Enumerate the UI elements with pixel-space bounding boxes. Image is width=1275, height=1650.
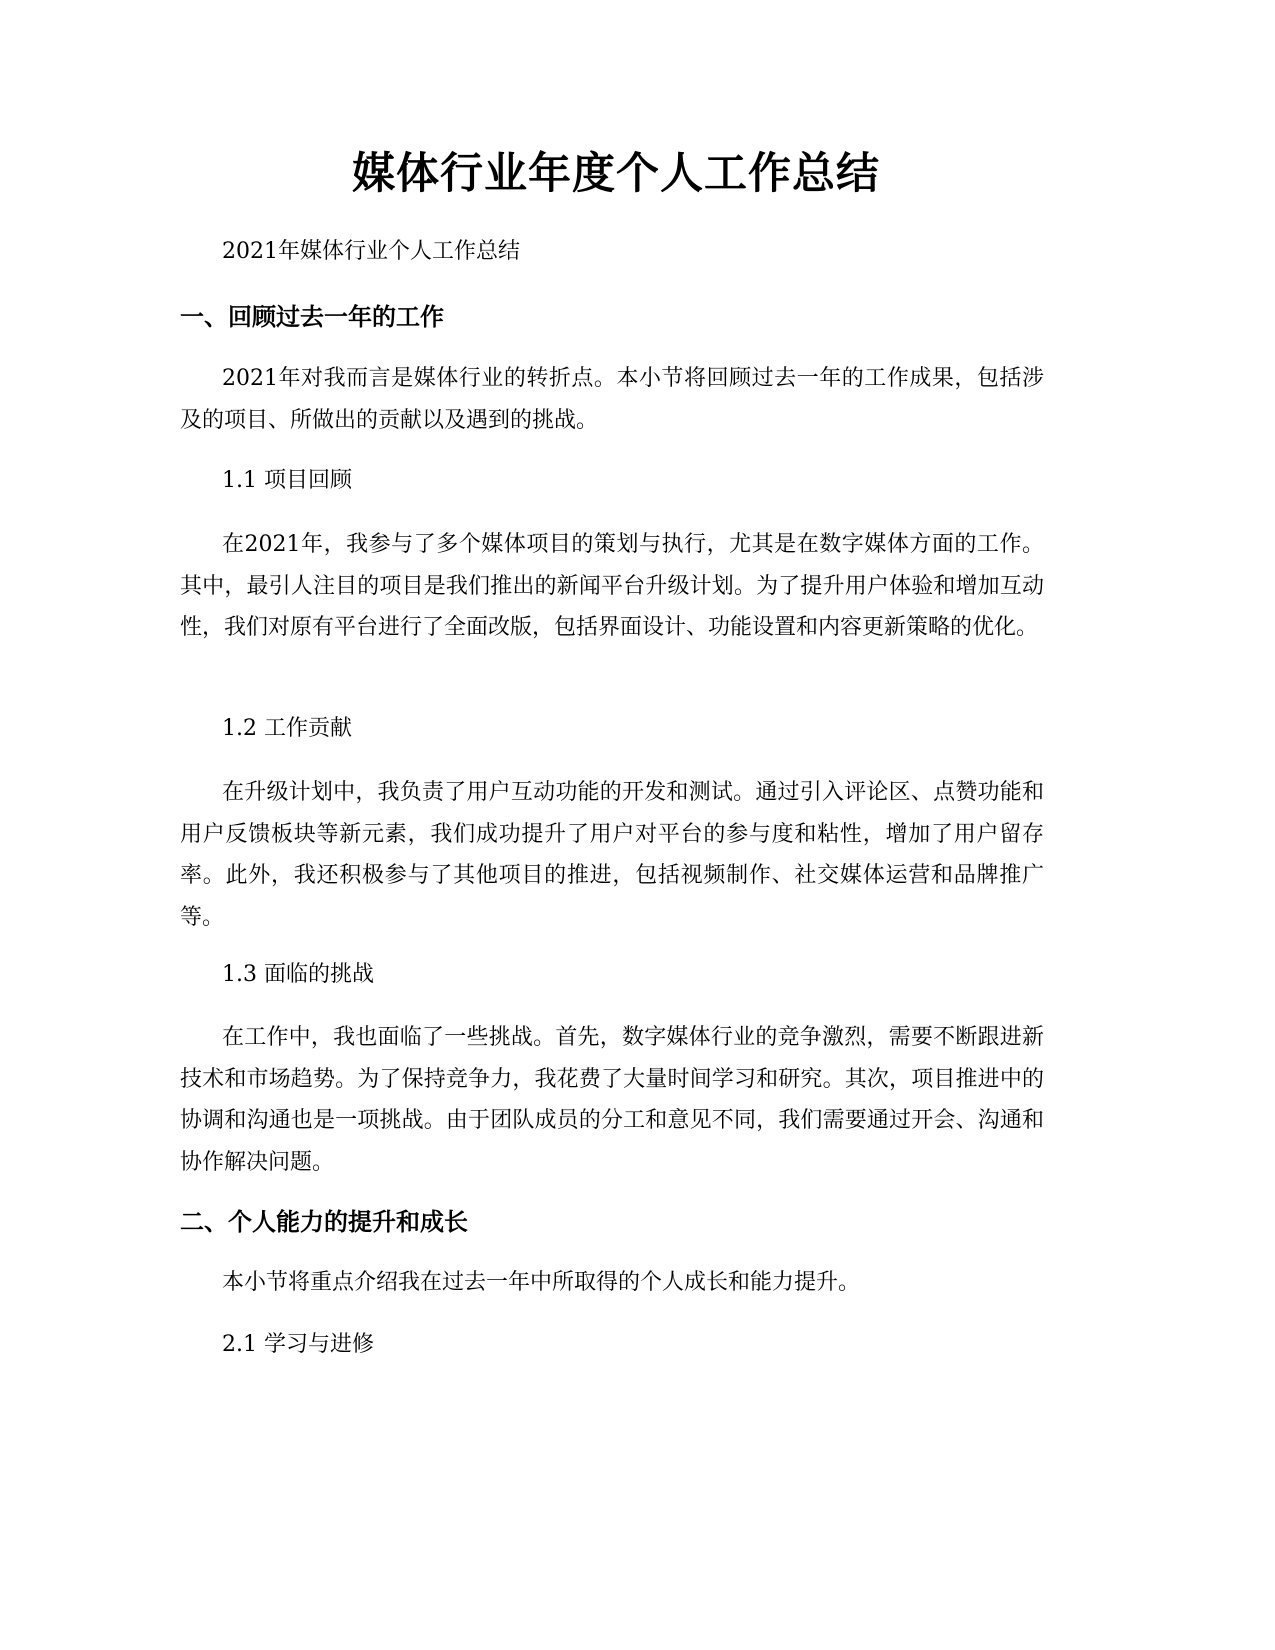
subsection-title-1-1: 1.1 项目回顾 xyxy=(222,468,352,493)
section-heading-2: 二、个人能力的提升和成长 xyxy=(180,1208,468,1236)
document-title: 媒体行业年度个人工作总结 xyxy=(352,149,880,199)
subsection-text-1-1: 在2021年，我参与了多个媒体项目的策划与执行，尤其是在数字媒体方面的工作。其中，最引人注目的项目是我们推出的新闻平台升级计划。为了提升用户体验和增加互动性，我们对原有平台进行了全面改版，包括界面设计、功能设置和内容更新策略的优化。 xyxy=(180,532,1044,640)
subsection-title-2-1: 2.1 学习与进修 xyxy=(222,1332,374,1357)
subsection-title-1-2: 1.2 工作贡献 xyxy=(222,716,352,741)
section-1-intro: 2021年对我而言是媒体行业的转折点。本小节将回顾过去一年的工作成果，包括涉及的项目、所做出的贡献以及遇到的挑战。 xyxy=(180,366,1044,433)
subsection-text-1-3: 在工作中，我也面临了一些挑战。首先，数字媒体行业的竞争激烈，需要不断跟进新技术和市场趋势。为了保持竞争力，我花费了大量时间学习和研究。其次，项目推进中的协调和沟通也是一项挑战。由于团队成员的分工和意见不同，我们需要通过开会、沟通和协作解决问题。 xyxy=(180,1025,1044,1175)
subsection-title-1-3: 1.3 面临的挑战 xyxy=(222,962,374,987)
subsection-text-1-2: 在升级计划中，我负责了用户互动功能的开发和测试。通过引入评论区、点赞功能和用户反馈板块等新元素，我们成功提升了用户对平台的参与度和粘性，增加了用户留存率。此外，我还积极参与了其他项目的推进，包括视频制作、社交媒体运营和品牌推广等。 xyxy=(180,780,1044,930)
document-subtitle: 2021年媒体行业个人工作总结 xyxy=(222,239,520,264)
section-heading-1: 一、回顾过去一年的工作 xyxy=(180,303,444,331)
section-2-intro: 本小节将重点介绍我在过去一年中所取得的个人成长和能力提升。 xyxy=(222,1270,861,1295)
